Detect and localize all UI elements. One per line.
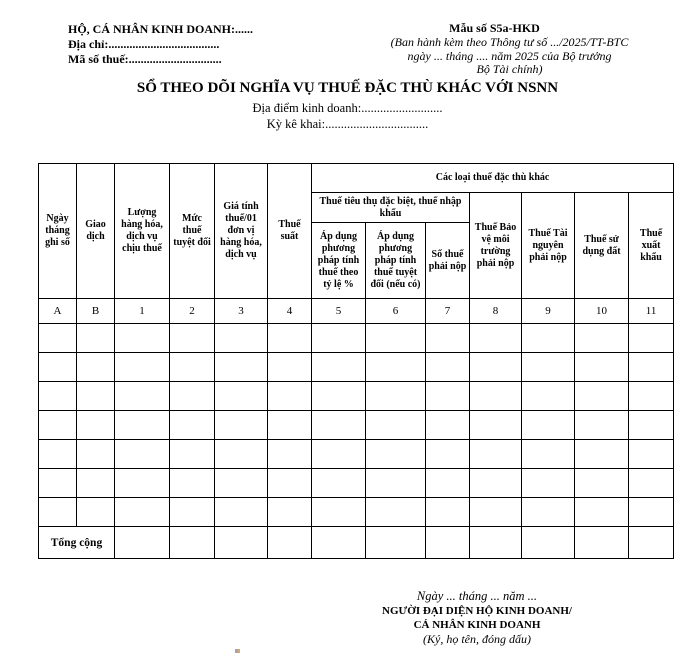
table-cell [268,440,312,469]
column-code: 2 [170,299,215,324]
col-header-tax-rate: Thuế suất [268,164,312,299]
col-header-quantity: Lượng hàng hóa, dịch vụ chịu thuế [115,164,170,299]
col-header-tax-payable: Số thuế phải nộp [426,223,470,299]
table-cell [522,440,575,469]
column-code: 3 [215,299,268,324]
col-header-transaction: Giao dịch [77,164,115,299]
table-cell [215,411,268,440]
column-code: 7 [426,299,470,324]
total-label: Tổng cộng [39,527,115,559]
col-header-method-percent: Áp dụng phương pháp tính thuế theo tỷ lệ % [312,223,366,299]
col-group-other-taxes: Các loại thuế đặc thù khác [312,164,674,193]
signature-block [356,588,598,647]
col-group-excise-import: Thuế tiêu thụ đặc biệt, thuế nhập khẩu [312,193,470,223]
table-cell [366,324,426,353]
table-row [39,469,674,498]
table-cell [170,324,215,353]
table-row [39,498,674,527]
total-row [39,527,674,559]
total-cell [170,527,215,559]
title-block [0,79,695,132]
table-cell [629,411,674,440]
table-cell [629,440,674,469]
table-cell [77,469,115,498]
table-cell [629,382,674,411]
table-cell [39,324,77,353]
column-code: 1 [115,299,170,324]
table-cell [312,498,366,527]
total-cell [575,527,629,559]
table-cell [629,324,674,353]
tax-code-line: Mã số thuế:............................... [68,52,222,66]
table-cell [77,498,115,527]
table-cell [629,353,674,382]
business-location-line: Địa điểm kinh doanh:.......................... [252,101,443,115]
table-cell [170,498,215,527]
column-code: 8 [470,299,522,324]
form-number: Mẫu số S5a-HKD [449,21,540,35]
table-cell [426,440,470,469]
table-cell [522,382,575,411]
col-header-date: Ngày tháng ghi sổ [39,164,77,299]
table-cell [268,382,312,411]
column-code: 6 [366,299,426,324]
table-cell [39,469,77,498]
table-cell [522,469,575,498]
column-code: A [39,299,77,324]
table-cell [268,411,312,440]
business-name-line: HỘ, CÁ NHÂN KINH DOANH:...... [68,22,253,36]
table-cell [426,324,470,353]
col-header-method-absolute: Áp dụng phương pháp tính thuế tuyệt đối (nếu có) [366,223,426,299]
table-cell [77,353,115,382]
table-cell [366,498,426,527]
table-cell [312,353,366,382]
page-artifact [235,649,240,653]
col-header-resource-tax: Thuế Tài nguyên phải nộp [522,193,575,299]
signature-date-line: Ngày ... tháng ... năm ... [416,589,538,603]
table-row [39,324,674,353]
table-cell [366,440,426,469]
table-cell [426,353,470,382]
table-cell [629,498,674,527]
table-cell [115,382,170,411]
signer-title-line-2: CÁ NHÂN KINH DOANH [413,618,541,631]
issuance-line-2: ngày ... tháng .... năm 2025 của Bộ trưởng [407,48,612,63]
table-cell [470,382,522,411]
table-cell [170,353,215,382]
table-cell [312,324,366,353]
table-cell [522,324,575,353]
table-row [39,440,674,469]
table-cell [575,440,629,469]
total-cell [629,527,674,559]
table-cell [39,353,77,382]
table-cell [77,382,115,411]
column-code: 9 [522,299,575,324]
table-cell [575,498,629,527]
table-cell [39,411,77,440]
table-cell [575,324,629,353]
table-cell [268,498,312,527]
total-cell [522,527,575,559]
total-cell [426,527,470,559]
table-cell [366,353,426,382]
table-cell [170,469,215,498]
table-row [39,353,674,382]
issuance-line-3: Bộ Tài chính) [476,62,543,76]
table-cell [170,440,215,469]
table-cell [575,382,629,411]
total-cell [366,527,426,559]
table-cell [115,411,170,440]
table-cell [426,469,470,498]
table-cell [522,411,575,440]
table-cell [470,324,522,353]
table-cell [170,411,215,440]
column-code: 11 [629,299,674,324]
table-cell [426,382,470,411]
table-cell [77,411,115,440]
table-cell [115,440,170,469]
table-cell [115,469,170,498]
table-cell [366,411,426,440]
total-cell [470,527,522,559]
header-row-1 [39,164,674,193]
issuance-line-1: (Ban hành kèm theo Thông tư số .../2025/TT-BTC [390,35,629,49]
table-body [39,324,674,527]
table-cell [215,440,268,469]
table-cell [312,411,366,440]
col-header-export-tax: Thuế xuất khẩu [629,193,674,299]
table-cell [470,353,522,382]
table-cell [170,382,215,411]
table-cell [312,469,366,498]
table-cell [215,353,268,382]
column-code: 5 [312,299,366,324]
table-cell [77,324,115,353]
table-cell [312,382,366,411]
table-cell [215,382,268,411]
table-cell [39,382,77,411]
table-row [39,382,674,411]
col-header-environment-tax: Thuế Bảo vệ môi trường phải nộp [470,193,522,299]
table-cell [470,469,522,498]
table-cell [115,498,170,527]
table-cell [115,353,170,382]
total-cell [115,527,170,559]
column-code-row [39,299,674,324]
column-code: B [77,299,115,324]
table-cell [39,440,77,469]
declaration-period-line: Kỳ kê khai:................................. [266,117,429,131]
table-cell [366,382,426,411]
table-cell [575,411,629,440]
table-cell [215,469,268,498]
table-cell [215,324,268,353]
signer-title-line-1: NGƯỜI ĐẠI DIỆN HỘ KINH DOANH/ [382,605,572,617]
business-info-block [68,22,253,67]
signature-note: (Ký, họ tên, đóng dấu) [423,632,531,646]
table-cell [426,498,470,527]
total-cell [312,527,366,559]
business-address-line: Địa chỉ:..................................... [68,37,220,51]
tax-tracking-table [38,163,674,559]
table-cell [312,440,366,469]
table-cell [575,469,629,498]
table-cell [39,498,77,527]
table-cell [629,469,674,498]
table-cell [366,469,426,498]
column-code: 4 [268,299,312,324]
document-title: SỔ THEO DÕI NGHĨA VỤ THUẾ ĐẶC THÙ KHÁC VỚI NSNN [136,80,559,96]
table-cell [215,498,268,527]
col-header-absolute-rate: Mức thuế tuyệt đối [170,164,215,299]
table-cell [470,411,522,440]
table-cell [575,353,629,382]
form-info-block [352,21,667,77]
table-cell [268,353,312,382]
table-row [39,411,674,440]
table-cell [268,324,312,353]
col-header-unit-price: Giá tính thuế/01 đơn vị hàng hóa, dịch vụ [215,164,268,299]
table-cell [522,353,575,382]
column-code: 10 [575,299,629,324]
table-cell [426,411,470,440]
total-cell [215,527,268,559]
table-cell [77,440,115,469]
table-cell [115,324,170,353]
total-cell [268,527,312,559]
table-cell [470,440,522,469]
table-cell [268,469,312,498]
table-cell [470,498,522,527]
table-cell [522,498,575,527]
col-header-land-use-tax: Thuế sử dụng đất [575,193,629,299]
